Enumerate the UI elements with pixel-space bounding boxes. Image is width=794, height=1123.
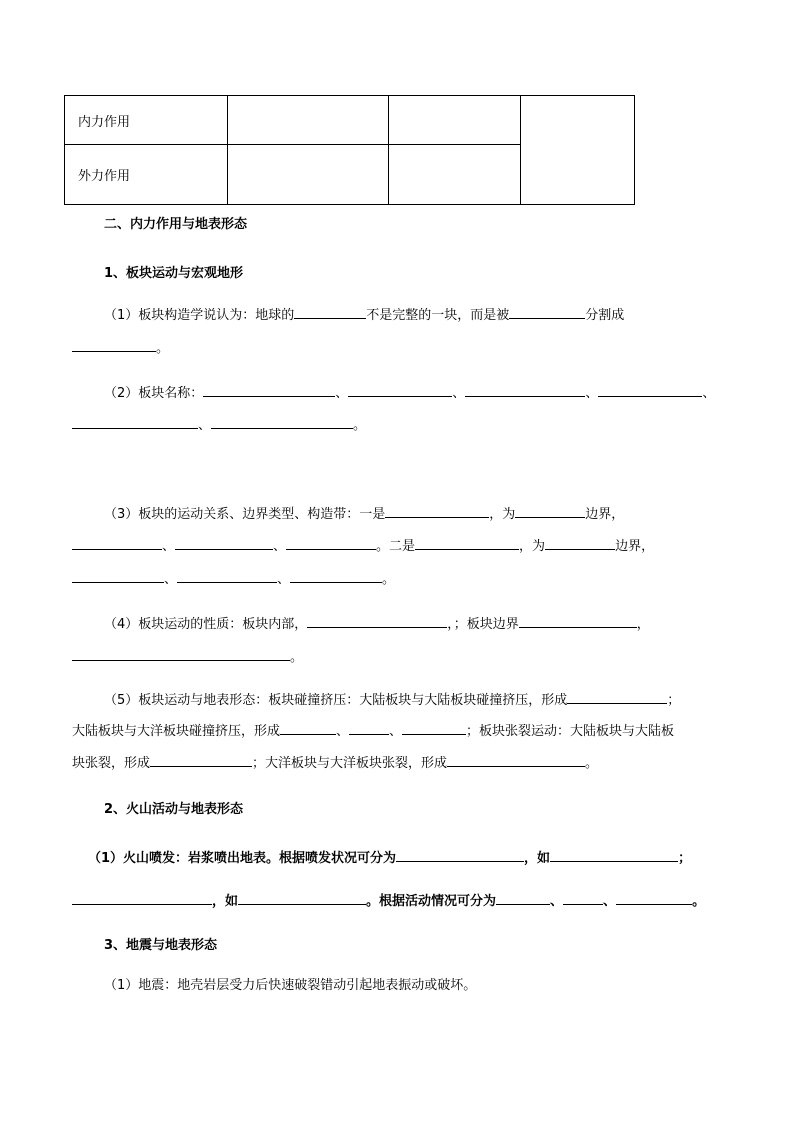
volcano-question-line-1 [88,847,691,866]
fill-blank[interactable] [72,647,290,661]
fill-blank[interactable] [509,305,585,319]
table-cell [389,145,521,205]
subsection-heading-volcano: 2、火山活动与地表形态 [104,802,244,817]
fill-blank[interactable] [396,848,524,862]
question-5-line-3 [72,752,598,771]
fill-blank[interactable] [175,536,273,550]
row-label-internal: 内力作用 [65,96,228,145]
volcano-question-line-2 [72,890,705,909]
question-4-line-1 [104,613,650,632]
fill-blank[interactable] [465,383,585,397]
text: ； [678,851,692,866]
text: ；板块张裂运动：大陆板块与大陆板 [466,724,675,739]
text: 、 [452,386,466,401]
text: ， [636,617,650,632]
text: 、 [603,894,617,909]
question-3-line-2 [72,535,654,554]
question-3-line-1 [104,503,624,522]
text: 。 [382,572,396,587]
fill-blank[interactable] [211,415,353,429]
text: 块张裂，形成 [72,756,151,771]
question-2-line-2 [72,414,366,433]
text: （3）板块的运动关系、边界类型、构造带：一是 [104,507,386,522]
question-2-line-1 [104,382,715,401]
question-1-line-2 [72,337,169,356]
text: 。二是 [376,539,416,554]
text: ，为 [489,507,516,522]
fill-blank[interactable] [616,891,692,905]
fill-blank[interactable] [349,721,389,735]
text: 。根据活动情况可分为 [366,894,497,909]
text: （5）板块运动与地表形态：板块碰撞挤压：大陆板块与大陆板块碰撞挤压，形成 [104,693,568,708]
text: 、 [164,572,178,587]
fill-blank[interactable] [567,690,667,704]
section-heading: 二、内力作用与地表形态 [104,217,248,232]
fill-blank[interactable] [598,383,702,397]
fill-blank[interactable] [203,383,335,397]
text: 。 [692,894,706,909]
text: 、 [162,539,176,554]
table-cell [228,96,389,145]
text: ，为 [519,539,546,554]
fill-blank[interactable] [348,383,452,397]
text: 、 [550,894,564,909]
fill-blank[interactable] [515,504,585,518]
fill-blank[interactable] [402,721,466,735]
text: 大陆板块与大洋板块碰撞挤压，形成 [72,724,281,739]
fill-blank[interactable] [294,305,366,319]
text: （2）板块名称： [104,386,204,401]
text: 、 [585,386,599,401]
text: 。 [156,341,170,356]
text: 。 [585,756,599,771]
table-cell [389,96,521,145]
fill-blank[interactable] [72,536,162,550]
text: 边界， [585,507,625,522]
text: 、 [335,386,349,401]
table-row [65,96,635,145]
fill-blank[interactable] [550,848,678,862]
fill-blank[interactable] [286,536,376,550]
text: 。 [290,650,304,665]
fill-blank[interactable] [177,569,277,583]
fill-blank[interactable] [72,891,212,905]
question-5-line-2 [72,720,674,739]
text: （1）板块构造学说认为：地球的 [104,308,295,323]
text: 边界， [615,539,655,554]
earthquake-definition: （1）地震：地壳岩层受力后快速破裂错动引起地表振动或破坏。 [104,978,477,993]
fill-blank[interactable] [72,569,164,583]
text: 、 [702,386,716,401]
fill-blank[interactable] [545,536,615,550]
table-cell-merged [521,96,635,205]
fill-blank[interactable] [415,536,519,550]
text: 、 [277,572,291,587]
table-cell [228,145,389,205]
row-label-external: 外力作用 [65,145,228,205]
fill-blank[interactable] [72,338,156,352]
question-3-line-3 [72,568,395,587]
text: ，如 [524,851,551,866]
fill-blank[interactable] [238,891,366,905]
fill-blank[interactable] [563,891,603,905]
fill-blank[interactable] [519,614,637,628]
fill-blank[interactable] [496,891,550,905]
text: ；大洋板块与大洋板块张裂，形成 [252,756,448,771]
fill-blank[interactable] [150,753,252,767]
question-1-line-1 [104,304,624,323]
text: ，如 [212,894,239,909]
fill-blank[interactable] [290,569,382,583]
text: 。 [353,418,367,433]
text: ； [667,693,681,708]
fill-blank[interactable] [385,504,489,518]
fill-blank[interactable] [72,415,198,429]
text: 分割成 [585,308,625,323]
text: ，；板块边界 [447,617,519,632]
fill-blank[interactable] [307,614,447,628]
text: （4）板块运动的性质：板块内部， [104,617,308,632]
subsection-heading-plates: 1、板块运动与宏观地形 [104,266,244,281]
text: 不是完整的一块，而是被 [366,308,510,323]
fill-blank[interactable] [280,721,336,735]
text: 、 [336,724,350,739]
text: 、 [273,539,287,554]
force-table [64,95,635,205]
text: （1）火山喷发：岩浆喷出地表。根据喷发状况可分为 [88,851,397,866]
text: 、 [198,418,212,433]
text: 、 [389,724,403,739]
subsection-heading-earthquake: 3、地震与地表形态 [104,938,218,953]
fill-blank[interactable] [447,753,585,767]
question-4-line-2 [72,646,303,665]
question-5-line-1 [104,689,680,708]
